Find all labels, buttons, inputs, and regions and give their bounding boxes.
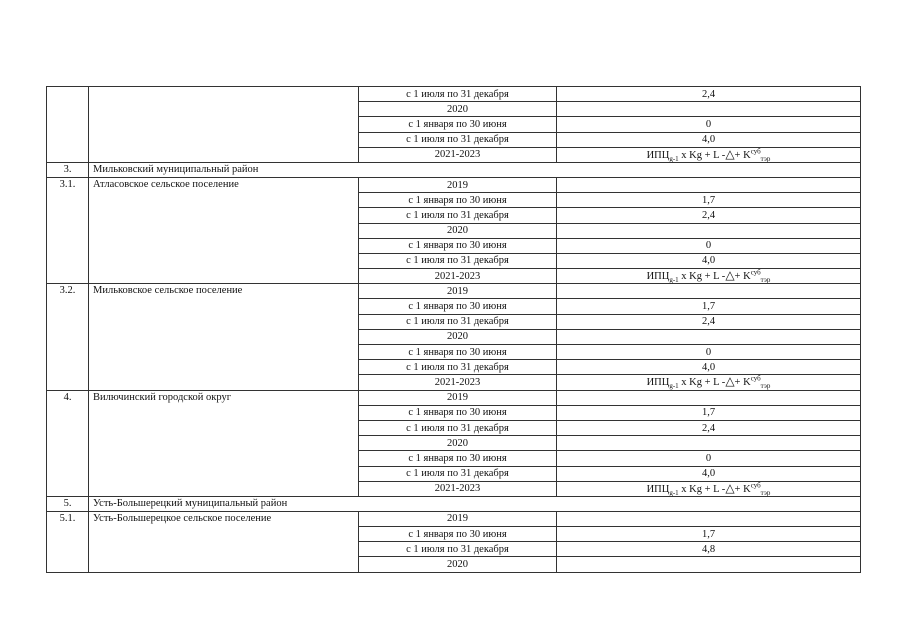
value-cell: 0 bbox=[557, 345, 861, 360]
formula-plus: + K bbox=[734, 377, 751, 389]
value-cell: 1,7 bbox=[557, 299, 861, 314]
period-cell: с 1 января по 30 июня bbox=[359, 405, 557, 420]
formula-ipc: ИПЦ bbox=[646, 483, 670, 495]
period-cell: с 1 июля по 31 декабря bbox=[359, 360, 557, 375]
formula-ipc: ИПЦ bbox=[646, 149, 670, 161]
settlement-name-cell: Мильковское сельское поселение bbox=[89, 284, 359, 390]
value-cell: 0 bbox=[557, 451, 861, 466]
value-cell: 4,8 bbox=[557, 542, 861, 557]
period-cell: 2019 bbox=[359, 284, 557, 299]
period-cell: 2020 bbox=[359, 223, 557, 238]
formula-sub: g-1 bbox=[669, 154, 679, 163]
settlement-name-cell bbox=[89, 87, 359, 163]
table-row bbox=[47, 284, 861, 299]
section-header-row bbox=[47, 162, 861, 177]
period-cell: 2019 bbox=[359, 390, 557, 405]
formula-ipc: ИПЦ bbox=[646, 271, 670, 283]
formula-cell bbox=[557, 269, 861, 284]
value-cell: 1,7 bbox=[557, 527, 861, 542]
table-row bbox=[47, 87, 861, 102]
value-cell bbox=[557, 557, 861, 572]
value-cell: 2,4 bbox=[557, 420, 861, 435]
delta-icon: △ bbox=[725, 374, 735, 389]
table-row bbox=[47, 390, 861, 405]
formula-ipc: ИПЦ bbox=[646, 377, 670, 389]
section-number: 5. bbox=[47, 496, 89, 511]
value-cell: 0 bbox=[557, 117, 861, 132]
formula-mid: x Kg + L - bbox=[678, 483, 726, 495]
value-cell bbox=[557, 436, 861, 451]
period-cell: с 1 июля по 31 декабря bbox=[359, 542, 557, 557]
value-cell: 2,4 bbox=[557, 87, 861, 102]
section-header-row bbox=[47, 496, 861, 511]
section-title: Мильковский муниципальный район bbox=[89, 162, 861, 177]
period-cell: 2019 bbox=[359, 177, 557, 192]
row-number-cell: 5.1. bbox=[47, 511, 89, 572]
formula-sub: g-1 bbox=[669, 488, 679, 497]
section-title: Усть-Большерецкий муниципальный район bbox=[89, 496, 861, 511]
value-cell: 2,4 bbox=[557, 208, 861, 223]
table-row bbox=[47, 177, 861, 192]
period-cell: 2020 bbox=[359, 557, 557, 572]
period-cell: с 1 июля по 31 декабря bbox=[359, 420, 557, 435]
delta-icon: △ bbox=[725, 268, 735, 283]
value-cell: 1,7 bbox=[557, 193, 861, 208]
formula-mid: x Kg + L - bbox=[678, 377, 726, 389]
value-cell: 4,0 bbox=[557, 253, 861, 268]
formula-sup: суб bbox=[750, 481, 761, 490]
formula-sup: суб bbox=[750, 147, 761, 156]
formula-plus: + K bbox=[734, 271, 751, 283]
formula-mid: x Kg + L - bbox=[678, 271, 726, 283]
period-cell: с 1 июля по 31 декабря bbox=[359, 87, 557, 102]
value-cell bbox=[557, 177, 861, 192]
formula-sub: g-1 bbox=[669, 276, 679, 284]
formula-plus: + K bbox=[734, 483, 751, 495]
period-cell: с 1 января по 30 июня bbox=[359, 451, 557, 466]
row-number-cell: 3.2. bbox=[47, 284, 89, 390]
period-cell: с 1 июля по 31 декабря bbox=[359, 314, 557, 329]
period-cell: с 1 июля по 31 декабря bbox=[359, 132, 557, 147]
formula-sup: суб bbox=[750, 268, 761, 277]
period-cell: с 1 июля по 31 декабря bbox=[359, 208, 557, 223]
settlement-name-cell: Вилючинский городской округ bbox=[89, 390, 359, 496]
period-cell: 2021-2023 bbox=[359, 269, 557, 284]
row-number-cell: 4. bbox=[47, 390, 89, 496]
period-cell: с 1 июля по 31 декабря bbox=[359, 466, 557, 481]
period-cell: 2020 bbox=[359, 329, 557, 344]
delta-icon: △ bbox=[725, 481, 735, 495]
formula-sup: суб bbox=[750, 374, 761, 383]
formula-sub2: тэр bbox=[760, 154, 771, 163]
formula-mid: x Kg + L - bbox=[678, 149, 726, 161]
period-cell: с 1 июля по 31 декабря bbox=[359, 253, 557, 268]
formula-sub: g-1 bbox=[669, 382, 679, 391]
value-cell: 1,7 bbox=[557, 405, 861, 420]
value-cell bbox=[557, 223, 861, 238]
period-cell: с 1 января по 30 июня bbox=[359, 345, 557, 360]
value-cell bbox=[557, 102, 861, 117]
value-cell bbox=[557, 329, 861, 344]
delta-icon: △ bbox=[725, 147, 735, 161]
value-cell bbox=[557, 284, 861, 299]
value-cell: 4,0 bbox=[557, 132, 861, 147]
period-cell: с 1 января по 30 июня bbox=[359, 193, 557, 208]
table-row bbox=[47, 511, 861, 526]
formula-cell bbox=[557, 147, 861, 162]
period-cell: с 1 января по 30 июня bbox=[359, 117, 557, 132]
row-number-cell bbox=[47, 87, 89, 163]
period-cell: 2021-2023 bbox=[359, 481, 557, 496]
formula-plus: + K bbox=[734, 149, 751, 161]
tariff-table bbox=[46, 86, 861, 573]
period-cell: с 1 января по 30 июня bbox=[359, 527, 557, 542]
value-cell: 0 bbox=[557, 238, 861, 253]
formula-cell bbox=[557, 481, 861, 496]
period-cell: 2020 bbox=[359, 436, 557, 451]
period-cell: с 1 января по 30 июня bbox=[359, 238, 557, 253]
row-number-cell: 3.1. bbox=[47, 177, 89, 283]
value-cell: 4,0 bbox=[557, 360, 861, 375]
period-cell: с 1 января по 30 июня bbox=[359, 299, 557, 314]
value-cell: 4,0 bbox=[557, 466, 861, 481]
period-cell: 2021-2023 bbox=[359, 147, 557, 162]
period-cell: 2021-2023 bbox=[359, 375, 557, 390]
formula-sub2: тэр bbox=[760, 276, 771, 284]
period-cell: 2019 bbox=[359, 511, 557, 526]
value-cell: 2,4 bbox=[557, 314, 861, 329]
period-cell: 2020 bbox=[359, 102, 557, 117]
settlement-name-cell: Атласовское сельское поселение bbox=[89, 177, 359, 283]
section-number: 3. bbox=[47, 162, 89, 177]
value-cell bbox=[557, 511, 861, 526]
value-cell bbox=[557, 390, 861, 405]
formula-cell bbox=[557, 375, 861, 390]
settlement-name-cell: Усть-Большерецкое сельское поселение bbox=[89, 511, 359, 572]
formula-sub2: тэр bbox=[760, 488, 771, 497]
formula-sub2: тэр bbox=[760, 382, 771, 391]
